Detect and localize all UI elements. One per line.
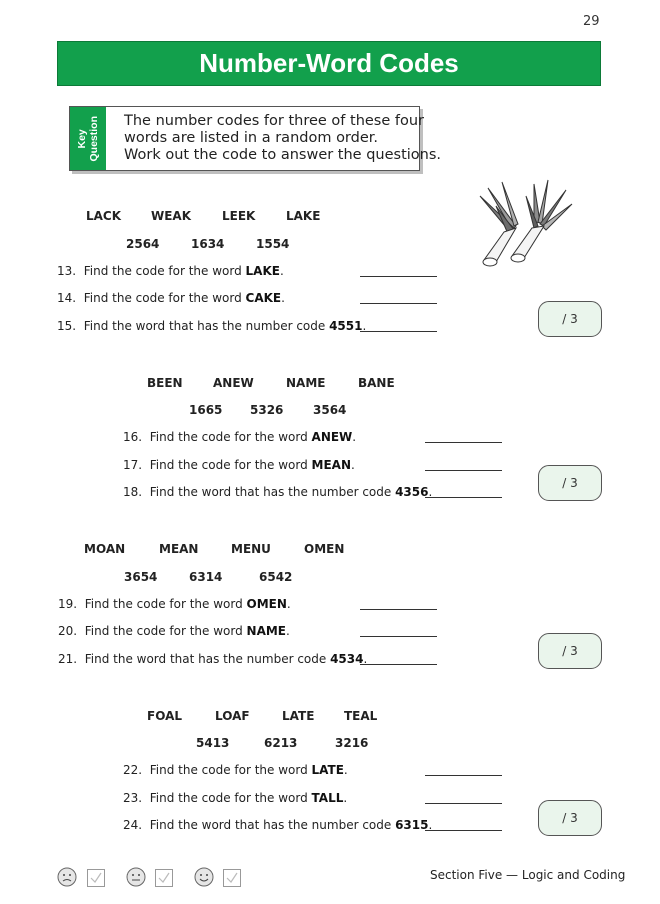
sad-face-icon[interactable]: [57, 867, 77, 887]
answer-line-19[interactable]: [360, 609, 437, 610]
word-teal: TEAL: [344, 709, 378, 723]
neutral-face-icon[interactable]: [126, 867, 146, 887]
score-box: / 3: [538, 465, 602, 501]
number-code: 6542: [259, 570, 293, 584]
number-code: 6314: [189, 570, 223, 584]
question-end: .: [363, 652, 368, 666]
key-question-line: Work out the code to answer the questions.: [124, 147, 442, 163]
key-question-text: [124, 113, 442, 164]
question-end: .: [343, 791, 348, 805]
question-text: Find the code for the word: [83, 264, 246, 278]
question-23: [123, 791, 347, 805]
happy-face-icon[interactable]: [194, 867, 214, 887]
question-text: Find the word that has the number code: [83, 319, 330, 333]
word-loaf: LOAF: [215, 709, 250, 723]
question-24: [123, 818, 432, 832]
question-text: Find the code for the word: [149, 430, 312, 444]
question-number: 23.: [123, 791, 143, 805]
word-anew: ANEW: [213, 376, 254, 390]
question-text: Find the word that has the number code: [149, 485, 396, 499]
answer-line-18[interactable]: [425, 497, 502, 498]
question-end: .: [279, 264, 284, 278]
key-question-box: [69, 106, 442, 171]
question-key: 4551: [329, 319, 363, 333]
answer-line-21[interactable]: [360, 664, 437, 665]
answer-line-13[interactable]: [360, 276, 437, 277]
question-18: [123, 485, 432, 499]
key-question-tab-label: Key Question: [76, 115, 100, 162]
question-17: [123, 458, 355, 472]
word-late: LATE: [282, 709, 315, 723]
question-14: [57, 291, 285, 305]
question-number: 20.: [58, 624, 78, 638]
answer-line-16[interactable]: [425, 442, 502, 443]
word-mean: MEAN: [159, 542, 199, 556]
word-omen: OMEN: [304, 542, 345, 556]
question-key: 4356: [395, 485, 429, 499]
question-number: 24.: [123, 818, 143, 832]
word-bane: BANE: [358, 376, 395, 390]
question-end: .: [343, 763, 348, 777]
question-key: TALL: [311, 791, 344, 805]
checkbox-icon[interactable]: [155, 869, 173, 887]
question-end: .: [352, 430, 357, 444]
question-end: .: [428, 818, 433, 832]
question-key: MEAN: [311, 458, 351, 472]
question-13: [57, 264, 284, 278]
question-20: [58, 624, 290, 638]
answer-line-24[interactable]: [425, 830, 502, 831]
question-key: OMEN: [246, 597, 287, 611]
score-box: / 3: [538, 301, 602, 337]
question-text: Find the code for the word: [149, 458, 312, 472]
question-number: 19.: [58, 597, 78, 611]
number-code: 1554: [256, 237, 290, 251]
question-key: ANEW: [311, 430, 353, 444]
page-number: 29: [583, 14, 600, 29]
question-key: 6315: [395, 818, 429, 832]
question-end: .: [286, 624, 290, 638]
question-22: [123, 763, 348, 777]
question-end: .: [362, 319, 367, 333]
word-lake: LAKE: [286, 209, 321, 223]
question-text: Find the code for the word: [83, 291, 246, 305]
answer-line-20[interactable]: [360, 636, 437, 637]
question-end: .: [286, 597, 291, 611]
question-key: NAME: [246, 624, 286, 638]
answer-line-17[interactable]: [425, 470, 502, 471]
question-number: 15.: [57, 319, 77, 333]
question-number: 21.: [58, 652, 78, 666]
question-end: .: [281, 291, 285, 305]
word-foal: FOAL: [147, 709, 183, 723]
question-text: Find the word that has the number code: [84, 652, 331, 666]
word-leek: LEEK: [222, 209, 256, 223]
question-number: 14.: [57, 291, 77, 305]
question-15: [57, 319, 366, 333]
number-code: 3564: [313, 403, 347, 417]
question-text: Find the word that has the number code: [149, 818, 396, 832]
question-end: .: [351, 458, 355, 472]
question-key: LATE: [311, 763, 344, 777]
word-weak: WEAK: [151, 209, 192, 223]
question-end: .: [428, 485, 433, 499]
question-number: 16.: [123, 430, 143, 444]
score-box: / 3: [538, 800, 602, 836]
word-moan: MOAN: [84, 542, 126, 556]
score-box: / 3: [538, 633, 602, 669]
key-question-line: The number codes for three of these four: [124, 113, 425, 129]
key-question-line: words are listed in a random order.: [124, 130, 379, 146]
question-16: [123, 430, 356, 444]
number-code: 6213: [264, 736, 298, 750]
number-code: 5413: [196, 736, 230, 750]
question-key: 4534: [330, 652, 364, 666]
number-code: 2564: [126, 237, 160, 251]
answer-line-23[interactable]: [425, 803, 502, 804]
number-code: 3216: [335, 736, 369, 750]
question-19: [58, 597, 291, 611]
answer-line-14[interactable]: [360, 303, 437, 304]
word-name: NAME: [286, 376, 326, 390]
question-key: CAKE: [245, 291, 282, 305]
question-text: Find the code for the word: [149, 763, 312, 777]
question-text: Find the code for the word: [84, 597, 247, 611]
checkbox-icon[interactable]: [87, 869, 105, 887]
question-key: LAKE: [245, 264, 280, 278]
word-lack: LACK: [86, 209, 122, 223]
number-code: 5326: [250, 403, 284, 417]
question-21: [58, 652, 367, 666]
key-question-tab: [70, 107, 106, 170]
question-text: Find the code for the word: [84, 624, 247, 638]
leek-illustration: [468, 176, 593, 271]
number-code: 1634: [191, 237, 225, 251]
question-number: 18.: [123, 485, 143, 499]
section-footer: Section Five — Logic and Coding: [430, 868, 626, 882]
question-number: 13.: [57, 264, 77, 278]
word-been: BEEN: [147, 376, 183, 390]
question-text: Find the code for the word: [149, 791, 312, 805]
question-number: 22.: [123, 763, 143, 777]
answer-line-15[interactable]: [360, 331, 437, 332]
checkbox-icon[interactable]: [223, 869, 241, 887]
word-menu: MENU: [231, 542, 271, 556]
question-number: 17.: [123, 458, 143, 472]
number-code: 3654: [124, 570, 158, 584]
number-code: 1665: [189, 403, 223, 417]
answer-line-22[interactable]: [425, 775, 502, 776]
page-title: Number-Word Codes: [57, 41, 601, 86]
